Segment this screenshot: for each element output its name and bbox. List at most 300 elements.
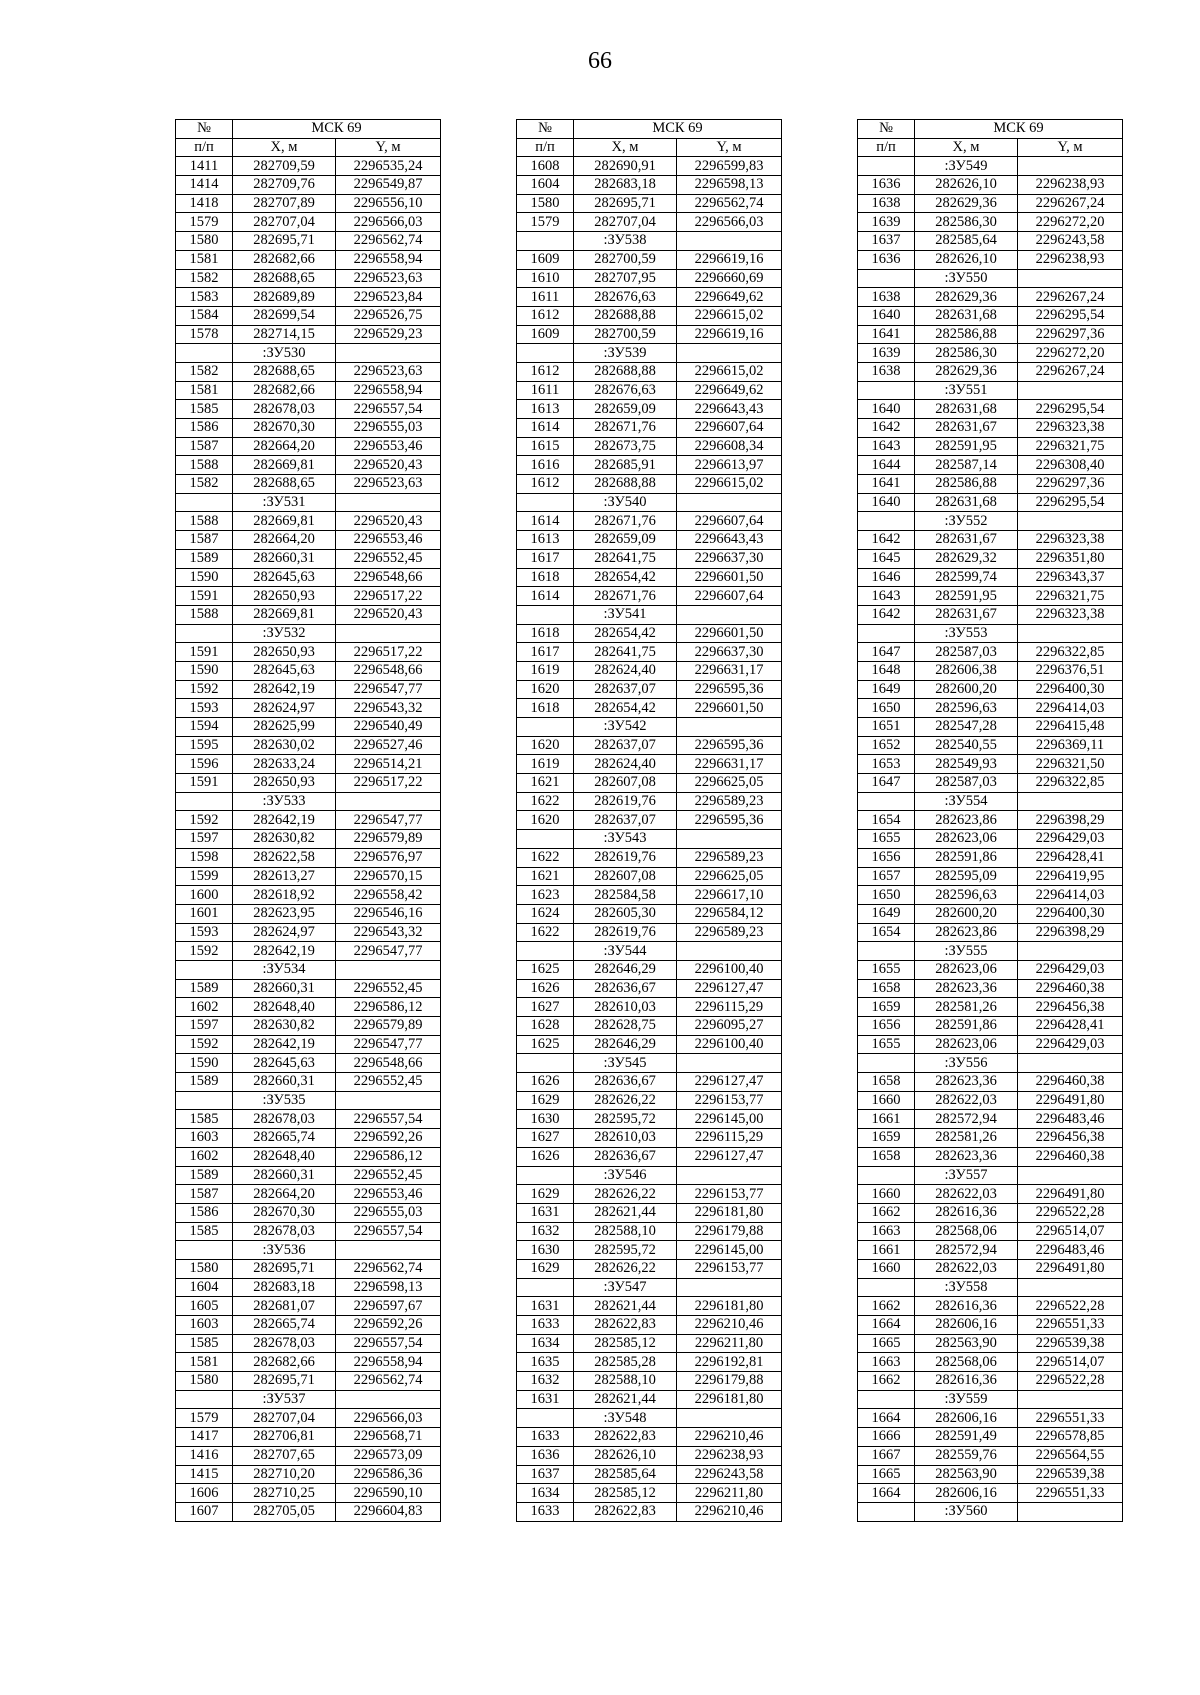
table-row — [517, 157, 782, 176]
y-coordinate-cell: 2296558,42 — [336, 886, 441, 905]
table-row — [176, 979, 441, 998]
point-number-cell: 1585 — [176, 1222, 233, 1241]
x-coordinate-cell: 282607,08 — [574, 867, 677, 886]
table-row — [517, 680, 782, 699]
table-row — [176, 661, 441, 680]
table-row — [176, 1278, 441, 1297]
x-coordinate-cell: 282636,67 — [574, 1147, 677, 1166]
x-coordinate-cell: 282605,30 — [574, 904, 677, 923]
point-number-cell: 1629 — [517, 1259, 574, 1278]
table-row — [858, 792, 1123, 811]
table-row — [858, 1073, 1123, 1092]
table-row — [858, 736, 1123, 755]
header-num: № — [176, 120, 233, 139]
x-coordinate-cell: 282591,86 — [915, 1017, 1018, 1036]
table-row — [176, 176, 441, 195]
table-row — [858, 157, 1123, 176]
table-row — [517, 1185, 782, 1204]
table-row — [176, 381, 441, 400]
y-coordinate-cell — [1018, 157, 1123, 176]
point-number-cell: 1604 — [517, 176, 574, 195]
table-row — [517, 232, 782, 251]
table-row — [176, 1129, 441, 1148]
point-number-cell: 1582 — [176, 269, 233, 288]
point-number-cell: 1639 — [858, 213, 915, 232]
table-row — [176, 699, 441, 718]
y-coordinate-cell: 2296573,09 — [336, 1446, 441, 1465]
y-coordinate-cell: 2296308,40 — [1018, 456, 1123, 475]
y-coordinate-cell: 2296649,62 — [677, 288, 782, 307]
y-coordinate-cell: 2296400,30 — [1018, 904, 1123, 923]
y-coordinate-cell: 2296517,22 — [336, 587, 441, 606]
y-coordinate-cell: 2296428,41 — [1018, 1017, 1123, 1036]
point-number-cell: 1660 — [858, 1091, 915, 1110]
point-number-cell: 1618 — [517, 624, 574, 643]
x-coordinate-cell: 282629,36 — [915, 288, 1018, 307]
table-row — [517, 867, 782, 886]
point-number-cell: 1649 — [858, 904, 915, 923]
point-number-cell: 1636 — [858, 250, 915, 269]
y-coordinate-cell — [677, 605, 782, 624]
table-row — [858, 1091, 1123, 1110]
table-row — [176, 568, 441, 587]
table-row — [517, 960, 782, 979]
y-coordinate-cell: 2296607,64 — [677, 587, 782, 606]
y-coordinate-cell: 2296267,24 — [1018, 194, 1123, 213]
table-row — [517, 531, 782, 550]
table-row — [858, 1110, 1123, 1129]
table-row — [176, 1390, 441, 1409]
table-row — [517, 1409, 782, 1428]
table-row — [517, 493, 782, 512]
x-coordinate-cell: 282685,91 — [574, 456, 677, 475]
point-number-cell: 1621 — [517, 867, 574, 886]
y-coordinate-cell: 2296414,03 — [1018, 886, 1123, 905]
point-number-cell: 1589 — [176, 1166, 233, 1185]
y-coordinate-cell: 2296549,87 — [336, 176, 441, 195]
y-coordinate-cell — [1018, 942, 1123, 961]
point-number-cell: 1660 — [858, 1185, 915, 1204]
point-number-cell: 1595 — [176, 736, 233, 755]
x-coordinate-cell: 282591,95 — [915, 587, 1018, 606]
y-coordinate-cell: 2296578,85 — [1018, 1428, 1123, 1447]
y-coordinate-cell: 2296551,33 — [1018, 1484, 1123, 1503]
x-coordinate-cell: 282683,18 — [574, 176, 677, 195]
table-row — [858, 1409, 1123, 1428]
table-row — [176, 1073, 441, 1092]
y-coordinate-cell: 2296631,17 — [677, 661, 782, 680]
x-coordinate-cell: 282621,44 — [574, 1203, 677, 1222]
point-number-cell: 1663 — [858, 1353, 915, 1372]
y-coordinate-cell: 2296579,89 — [336, 1017, 441, 1036]
point-number-cell: 1590 — [176, 661, 233, 680]
table-row — [858, 755, 1123, 774]
y-coordinate-cell: 2296115,29 — [677, 998, 782, 1017]
point-number-cell — [176, 792, 233, 811]
point-number-cell — [858, 1054, 915, 1073]
table-row — [517, 1353, 782, 1372]
x-coordinate-cell: 282587,03 — [915, 774, 1018, 793]
point-number-cell: 1656 — [858, 1017, 915, 1036]
point-number-cell: 1657 — [858, 867, 915, 886]
y-coordinate-cell: 2296552,45 — [336, 979, 441, 998]
y-coordinate-cell — [1018, 1166, 1123, 1185]
y-coordinate-cell: 2296556,10 — [336, 194, 441, 213]
y-coordinate-cell: 2296557,54 — [336, 1334, 441, 1353]
table-row — [517, 605, 782, 624]
x-coordinate-cell: 282631,68 — [915, 400, 1018, 419]
x-coordinate-cell: 282559,76 — [915, 1446, 1018, 1465]
y-coordinate-cell — [1018, 381, 1123, 400]
x-coordinate-cell: :ЗУ552 — [915, 512, 1018, 531]
y-coordinate-cell: 2296558,94 — [336, 250, 441, 269]
x-coordinate-cell: 282673,75 — [574, 437, 677, 456]
y-coordinate-cell: 2296429,03 — [1018, 1035, 1123, 1054]
point-number-cell — [858, 1166, 915, 1185]
point-number-cell — [858, 1278, 915, 1297]
y-coordinate-cell: 2296211,80 — [677, 1484, 782, 1503]
x-coordinate-cell: 282623,86 — [915, 923, 1018, 942]
y-coordinate-cell: 2296243,58 — [677, 1465, 782, 1484]
point-number-cell: 1638 — [858, 288, 915, 307]
x-coordinate-cell: 282591,86 — [915, 848, 1018, 867]
table-row — [858, 531, 1123, 550]
x-coordinate-cell: 282648,40 — [233, 1147, 336, 1166]
point-number-cell: 1651 — [858, 718, 915, 737]
x-coordinate-cell: 282631,67 — [915, 531, 1018, 550]
y-coordinate-cell: 2296179,88 — [677, 1372, 782, 1391]
table-row — [517, 400, 782, 419]
y-coordinate-cell: 2296321,75 — [1018, 437, 1123, 456]
header-x: X, м — [574, 138, 677, 157]
y-coordinate-cell — [677, 1054, 782, 1073]
table-row — [858, 1334, 1123, 1353]
table-row — [517, 1091, 782, 1110]
table-row — [176, 811, 441, 830]
coordinates-table-3 — [857, 119, 1123, 1522]
table-row — [858, 979, 1123, 998]
x-coordinate-cell: 282707,65 — [233, 1446, 336, 1465]
table-row — [858, 960, 1123, 979]
table-row — [176, 1259, 441, 1278]
point-number-cell: 1597 — [176, 830, 233, 849]
point-number-cell: 1613 — [517, 400, 574, 419]
point-number-cell: 1587 — [176, 1185, 233, 1204]
table-row — [858, 624, 1123, 643]
point-number-cell: 1627 — [517, 998, 574, 1017]
y-coordinate-cell: 2296181,80 — [677, 1390, 782, 1409]
y-coordinate-cell: 2296398,29 — [1018, 923, 1123, 942]
y-coordinate-cell: 2296526,75 — [336, 306, 441, 325]
x-coordinate-cell: :ЗУ532 — [233, 624, 336, 643]
table-row — [176, 886, 441, 905]
x-coordinate-cell: 282669,81 — [233, 605, 336, 624]
table-row — [517, 437, 782, 456]
x-coordinate-cell: 282631,68 — [915, 493, 1018, 512]
y-coordinate-cell: 2296323,38 — [1018, 605, 1123, 624]
x-coordinate-cell: 282669,81 — [233, 512, 336, 531]
x-coordinate-cell: 282599,74 — [915, 568, 1018, 587]
y-coordinate-cell: 2296564,55 — [1018, 1446, 1123, 1465]
point-number-cell: 1592 — [176, 811, 233, 830]
x-coordinate-cell: :ЗУ531 — [233, 493, 336, 512]
table-row — [517, 923, 782, 942]
table-row — [858, 587, 1123, 606]
x-coordinate-cell: 282678,03 — [233, 1334, 336, 1353]
table-row — [517, 1054, 782, 1073]
x-coordinate-cell: 282563,90 — [915, 1465, 1018, 1484]
y-coordinate-cell: 2296522,28 — [1018, 1297, 1123, 1316]
table-row — [517, 288, 782, 307]
table-row — [176, 736, 441, 755]
y-coordinate-cell: 2296539,38 — [1018, 1465, 1123, 1484]
point-number-cell: 1654 — [858, 923, 915, 942]
point-number-cell: 1590 — [176, 1054, 233, 1073]
table-row — [858, 325, 1123, 344]
point-number-cell: 1615 — [517, 437, 574, 456]
header-system: МСК 69 — [233, 120, 441, 139]
point-number-cell: 1618 — [517, 699, 574, 718]
y-coordinate-cell: 2296615,02 — [677, 306, 782, 325]
point-number-cell: 1620 — [517, 811, 574, 830]
point-number-cell: 1640 — [858, 306, 915, 325]
x-coordinate-cell: 282659,09 — [574, 400, 677, 419]
y-coordinate-cell: 2296566,03 — [336, 1409, 441, 1428]
y-coordinate-cell: 2296548,66 — [336, 661, 441, 680]
point-number-cell: 1637 — [858, 232, 915, 251]
table-row — [176, 549, 441, 568]
y-coordinate-cell — [336, 493, 441, 512]
table-row — [517, 904, 782, 923]
x-coordinate-cell: 282665,74 — [233, 1316, 336, 1335]
x-coordinate-cell: 282626,22 — [574, 1185, 677, 1204]
point-number-cell: 1578 — [176, 325, 233, 344]
y-coordinate-cell: 2296551,33 — [1018, 1316, 1123, 1335]
x-coordinate-cell: 282707,95 — [574, 269, 677, 288]
y-coordinate-cell: 2296540,49 — [336, 718, 441, 737]
point-number-cell: 1662 — [858, 1203, 915, 1222]
y-coordinate-cell: 2296553,46 — [336, 1185, 441, 1204]
y-coordinate-cell: 2296615,02 — [677, 362, 782, 381]
table-row — [517, 792, 782, 811]
table-row — [858, 661, 1123, 680]
x-coordinate-cell: :ЗУ536 — [233, 1241, 336, 1260]
table-row — [176, 848, 441, 867]
y-coordinate-cell: 2296553,46 — [336, 437, 441, 456]
table-body — [858, 157, 1123, 1521]
table-row — [858, 1185, 1123, 1204]
point-number-cell: 1613 — [517, 531, 574, 550]
y-coordinate-cell: 2296584,12 — [677, 904, 782, 923]
point-number-cell: 1614 — [517, 512, 574, 531]
x-coordinate-cell: :ЗУ555 — [915, 942, 1018, 961]
y-coordinate-cell: 2296660,69 — [677, 269, 782, 288]
x-coordinate-cell: 282618,92 — [233, 886, 336, 905]
x-coordinate-cell: 282622,58 — [233, 848, 336, 867]
point-number-cell: 1626 — [517, 979, 574, 998]
point-number-cell: 1594 — [176, 718, 233, 737]
y-coordinate-cell: 2296095,27 — [677, 1017, 782, 1036]
point-number-cell: 1636 — [517, 1446, 574, 1465]
point-number-cell: 1634 — [517, 1484, 574, 1503]
table-row — [176, 306, 441, 325]
table-row — [176, 194, 441, 213]
x-coordinate-cell: 282646,29 — [574, 1035, 677, 1054]
table-row — [858, 568, 1123, 587]
table-row — [176, 1446, 441, 1465]
x-coordinate-cell: 282616,36 — [915, 1297, 1018, 1316]
x-coordinate-cell: :ЗУ556 — [915, 1054, 1018, 1073]
header-system: МСК 69 — [915, 120, 1123, 139]
x-coordinate-cell: 282671,76 — [574, 512, 677, 531]
point-number-cell: 1596 — [176, 755, 233, 774]
table-row — [858, 1465, 1123, 1484]
point-number-cell: 1629 — [517, 1185, 574, 1204]
y-coordinate-cell: 2296514,07 — [1018, 1222, 1123, 1241]
point-number-cell: 1589 — [176, 1073, 233, 1092]
point-number-cell: 1629 — [517, 1091, 574, 1110]
y-coordinate-cell: 2296649,62 — [677, 381, 782, 400]
table-row — [858, 1297, 1123, 1316]
x-coordinate-cell: 282629,36 — [915, 362, 1018, 381]
x-coordinate-cell: 282664,20 — [233, 437, 336, 456]
point-number-cell — [858, 624, 915, 643]
table-body — [176, 157, 441, 1521]
y-coordinate-cell — [677, 493, 782, 512]
table-row — [517, 1390, 782, 1409]
point-number-cell: 1622 — [517, 848, 574, 867]
point-number-cell: 1638 — [858, 362, 915, 381]
y-coordinate-cell: 2296590,10 — [336, 1484, 441, 1503]
x-coordinate-cell: 282654,42 — [574, 624, 677, 643]
y-coordinate-cell: 2296527,46 — [336, 736, 441, 755]
x-coordinate-cell: 282588,10 — [574, 1222, 677, 1241]
point-number-cell: 1582 — [176, 475, 233, 494]
point-number-cell: 1628 — [517, 1017, 574, 1036]
table-row — [517, 830, 782, 849]
table-row — [858, 774, 1123, 793]
y-coordinate-cell — [677, 942, 782, 961]
point-number-cell: 1590 — [176, 568, 233, 587]
point-number-cell: 1603 — [176, 1316, 233, 1335]
y-coordinate-cell: 2296535,24 — [336, 157, 441, 176]
x-coordinate-cell: 282622,03 — [915, 1259, 1018, 1278]
point-number-cell: 1642 — [858, 605, 915, 624]
table-row — [176, 1110, 441, 1129]
point-number-cell: 1580 — [517, 194, 574, 213]
header-y: Y, м — [677, 138, 782, 157]
x-coordinate-cell: 282660,31 — [233, 549, 336, 568]
point-number-cell: 1593 — [176, 923, 233, 942]
point-number-cell: 1650 — [858, 886, 915, 905]
point-number-cell: 1631 — [517, 1390, 574, 1409]
table-row — [858, 1502, 1123, 1521]
x-coordinate-cell: 282626,10 — [574, 1446, 677, 1465]
table-row — [176, 269, 441, 288]
point-number-cell — [176, 493, 233, 512]
x-coordinate-cell: 282695,71 — [233, 1259, 336, 1278]
table-row — [176, 1054, 441, 1073]
table-row — [858, 232, 1123, 251]
point-number-cell: 1642 — [858, 531, 915, 550]
point-number-cell: 1585 — [176, 400, 233, 419]
point-number-cell: 1604 — [176, 1278, 233, 1297]
table-row — [858, 1428, 1123, 1447]
table-row — [517, 325, 782, 344]
table-row — [517, 1446, 782, 1465]
header-num-sub: п/п — [858, 138, 915, 157]
table-row — [176, 250, 441, 269]
y-coordinate-cell — [677, 1278, 782, 1297]
point-number-cell: 1659 — [858, 998, 915, 1017]
y-coordinate-cell: 2296181,80 — [677, 1297, 782, 1316]
point-number-cell: 1591 — [176, 774, 233, 793]
x-coordinate-cell: 282621,44 — [574, 1297, 677, 1316]
x-coordinate-cell: :ЗУ550 — [915, 269, 1018, 288]
y-coordinate-cell: 2296520,43 — [336, 512, 441, 531]
point-number-cell: 1658 — [858, 1147, 915, 1166]
y-coordinate-cell: 2296210,46 — [677, 1502, 782, 1521]
point-number-cell: 1662 — [858, 1297, 915, 1316]
table-row — [176, 1035, 441, 1054]
coordinates-table-2 — [516, 119, 782, 1522]
y-coordinate-cell: 2296321,75 — [1018, 587, 1123, 606]
y-coordinate-cell: 2296376,51 — [1018, 661, 1123, 680]
point-number-cell: 1622 — [517, 923, 574, 942]
y-coordinate-cell: 2296547,77 — [336, 811, 441, 830]
point-number-cell: 1589 — [176, 979, 233, 998]
x-coordinate-cell: 282595,72 — [574, 1110, 677, 1129]
table-row — [517, 1428, 782, 1447]
table-row — [517, 661, 782, 680]
x-coordinate-cell: 282540,55 — [915, 736, 1018, 755]
table-row — [176, 1203, 441, 1222]
table-row — [858, 643, 1123, 662]
table-row — [176, 1241, 441, 1260]
table-row — [858, 830, 1123, 849]
point-number-cell: 1659 — [858, 1129, 915, 1148]
x-coordinate-cell: 282641,75 — [574, 549, 677, 568]
table-row — [176, 923, 441, 942]
x-coordinate-cell: 282622,83 — [574, 1428, 677, 1447]
x-coordinate-cell: 282637,07 — [574, 811, 677, 830]
point-number-cell: 1653 — [858, 755, 915, 774]
y-coordinate-cell: 2296267,24 — [1018, 288, 1123, 307]
point-number-cell — [517, 605, 574, 624]
table-row — [858, 1147, 1123, 1166]
table-row — [517, 755, 782, 774]
x-coordinate-cell: 282642,19 — [233, 942, 336, 961]
table-row — [176, 475, 441, 494]
y-coordinate-cell: 2296522,28 — [1018, 1203, 1123, 1222]
x-coordinate-cell: 282587,03 — [915, 643, 1018, 662]
x-coordinate-cell: 282714,15 — [233, 325, 336, 344]
x-coordinate-cell: 282600,20 — [915, 680, 1018, 699]
x-coordinate-cell: 282610,03 — [574, 998, 677, 1017]
x-coordinate-cell: 282606,16 — [915, 1316, 1018, 1335]
x-coordinate-cell: 282671,76 — [574, 587, 677, 606]
y-coordinate-cell: 2296599,83 — [677, 157, 782, 176]
x-coordinate-cell: :ЗУ557 — [915, 1166, 1018, 1185]
y-coordinate-cell: 2296601,50 — [677, 624, 782, 643]
table-row — [517, 456, 782, 475]
x-coordinate-cell: 282645,63 — [233, 1054, 336, 1073]
y-coordinate-cell: 2296211,80 — [677, 1334, 782, 1353]
y-coordinate-cell: 2296598,13 — [677, 176, 782, 195]
x-coordinate-cell: 282659,09 — [574, 531, 677, 550]
y-coordinate-cell: 2296517,22 — [336, 643, 441, 662]
point-number-cell — [517, 1409, 574, 1428]
